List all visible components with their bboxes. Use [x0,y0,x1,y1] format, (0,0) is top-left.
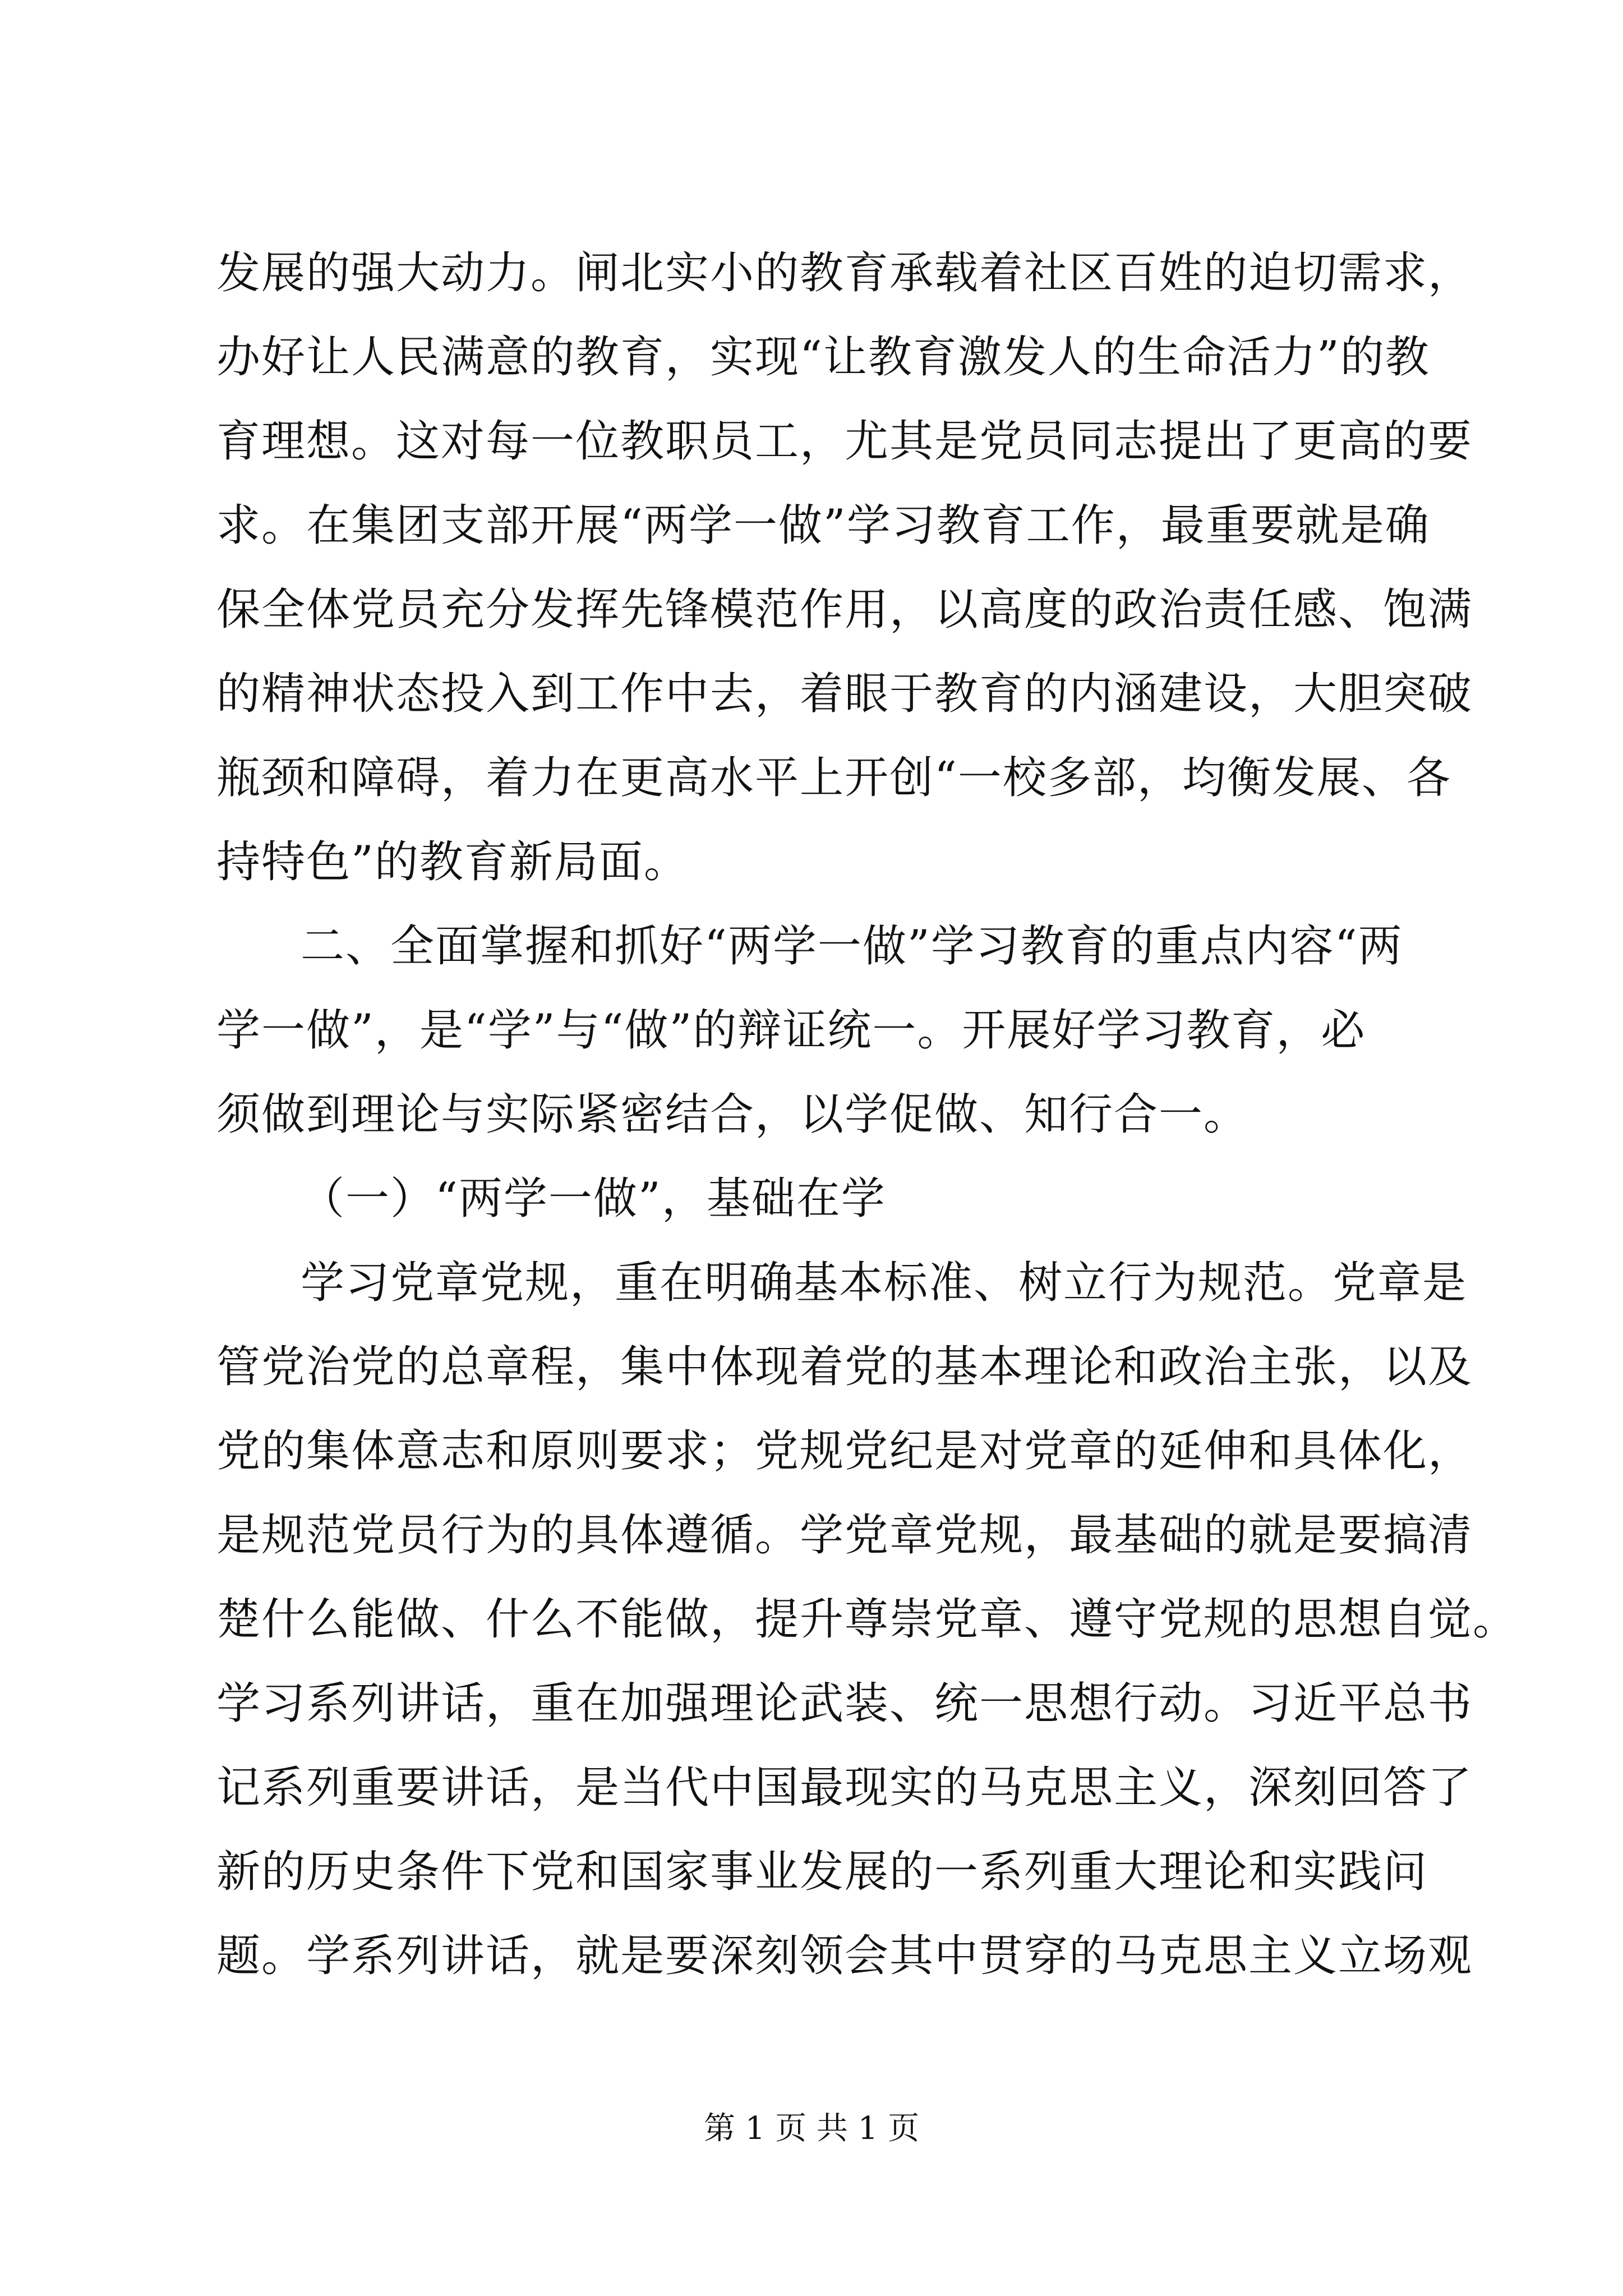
paragraph-line: 发展的强大动力。闸北实小的教育承载着社区百姓的迫切需求， [216,248,1473,298]
paragraph-line: 持特色”的教育新局面。 [216,837,689,887]
paragraph-line: 新的历史条件下党和国家事业发展的一系列重大理论和实践问 [216,1847,1428,1897]
paragraph-line: 管党治党的总章程，集中体现着党的基本理论和政治主张，以及 [216,1342,1473,1392]
paragraph-line: 办好让人民满意的教育，实现“让教育激发人的生命活力”的教 [216,332,1430,383]
paragraph-line: 记系列重要讲话，是当代中国最现实的马克思主义，深刻回答了 [216,1763,1473,1813]
paragraph-line: 学习党章党规，重在明确基本标准、树立行为规范。党章是 [301,1258,1468,1308]
paragraph-line: 须做到理论与实际紧密结合，以学促做、知行合一。 [216,1089,1249,1140]
paragraph-line: 是规范党员行为的具体遵循。学党章党规，最基础的就是要搞清 [216,1510,1473,1561]
subsection-heading: （一）“两学一做”，基础在学 [301,1174,886,1224]
paragraph-line: 育理想。这对每一位教职员工，尤其是党员同志提出了更高的要 [216,416,1473,467]
paragraph-line: 的精神状态投入到工作中去，着眼于教育的内涵建设，大胆突破 [216,669,1473,719]
paragraph-line: 党的集体意志和原则要求；党规党纪是对党章的延伸和具体化， [216,1426,1473,1476]
paragraph-line: 学一做”，是“学”与“做”的辩证统一。开展好学习教育，必 [216,1005,1366,1056]
paragraph-line: 保全体党员充分发挥先锋模范作用，以高度的政治责任感、饱满 [216,585,1473,635]
paragraph-line: 题。学系列讲话，就是要深刻领会其中贯穿的马克思主义立场观 [216,1931,1473,1981]
paragraph-line: 求。在集团支部开展“两学一做”学习教育工作，最重要就是确 [216,500,1430,551]
paragraph-line: 瓶颈和障碍，着力在更高水平上开创“一校多部，均衡发展、各 [216,753,1451,803]
paragraph-line: 学习系列讲话，重在加强理论武装、统一思想行动。习近平总书 [216,1678,1473,1729]
section-heading-line: 二、全面掌握和抓好“两学一做”学习教育的重点内容“两 [301,921,1403,972]
page-footer: 第 1 页 共 1 页 [703,2110,920,2147]
paragraph-line: 楚什么能做、什么不能做，提升尊崇党章、遵守党规的思想自觉。 [216,1594,1518,1645]
